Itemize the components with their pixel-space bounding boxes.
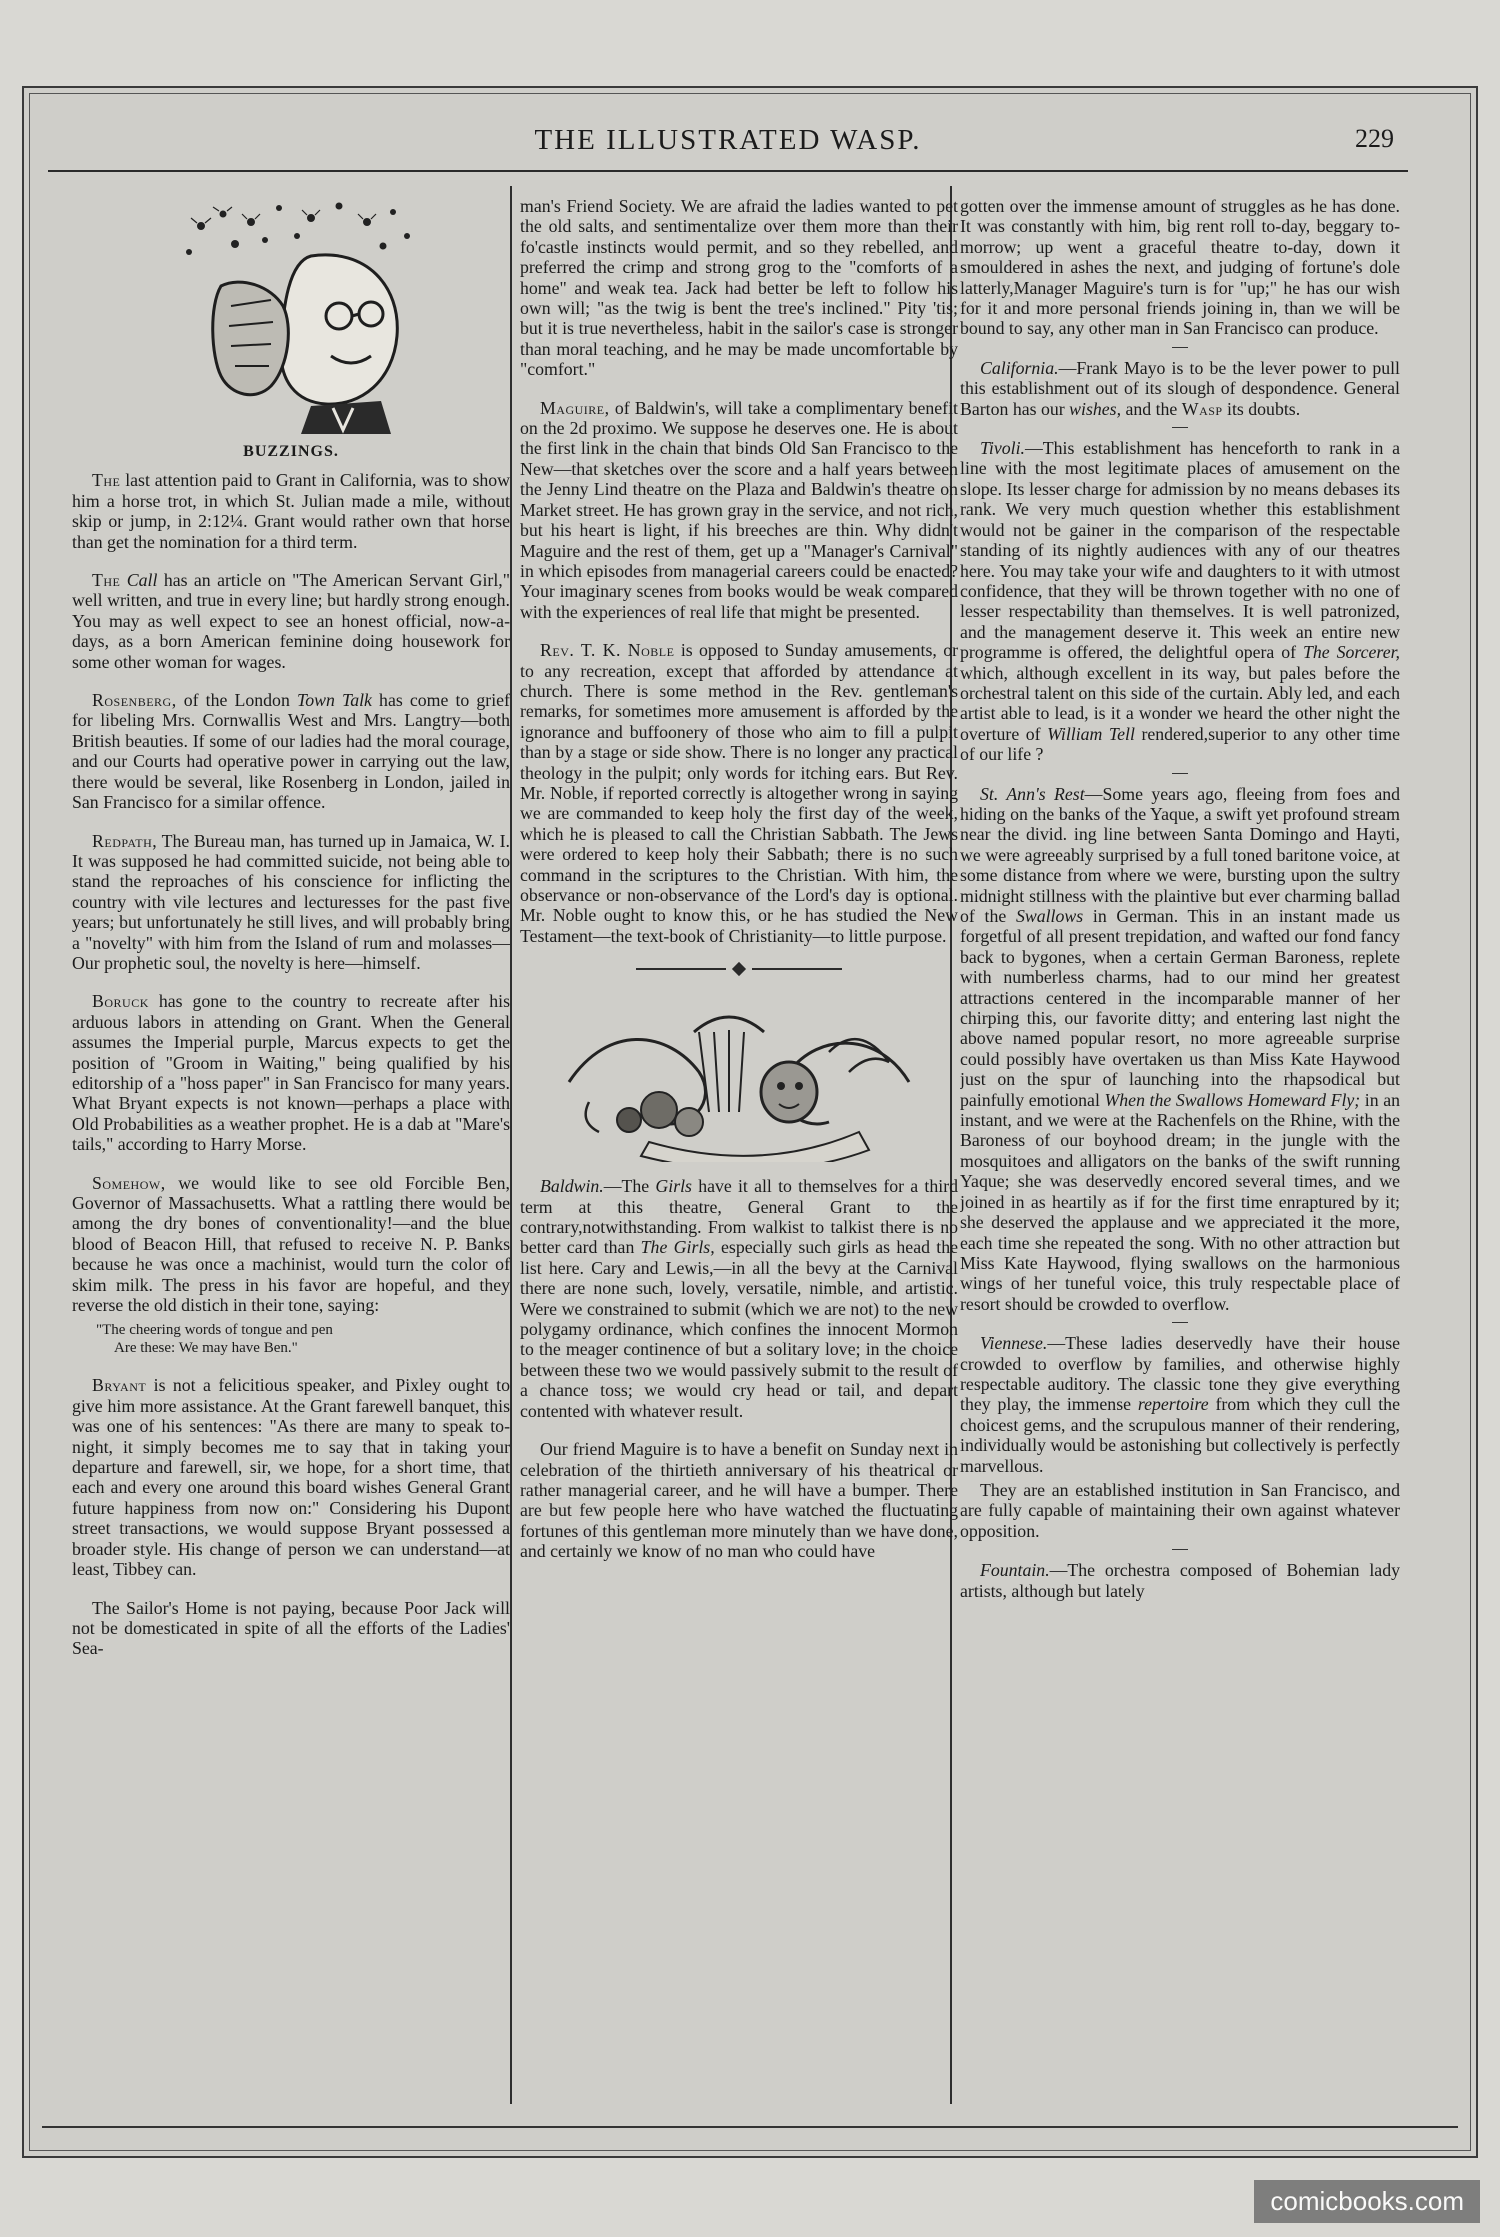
short-divider xyxy=(1172,773,1188,774)
column-1 xyxy=(72,196,510,2102)
verse: "The cheering words of tongue and pen Are these: We may have Ben." xyxy=(96,1322,333,1357)
buzzing-bees-caricature-illustration xyxy=(161,196,421,436)
short-divider xyxy=(1172,347,1188,348)
paragraph: Bryant is not a felicitious speaker, and Pixley ought to give him more assistance. At the Grant farewell banquet, this was one of his sentences: "As there are many to speak to-night, it simply becomes me to say that in taking your departure and farewell, sir, we hope, for a short time, that each and every one around this board wishes General Grant future happiness from now on:" Considering his Dupont street transactions, we would suppose Bryant possessed a broader style. His change of person we can understand—at least, Tibbey can. xyxy=(72,1375,510,1580)
bottom-rule xyxy=(42,2126,1458,2128)
paragraph: The last attention paid to Grant in California, was to show him a horse trot, in which St. Julian made a mile, without skip or jump, in 2:12¼. Grant would rather own that horse than get the nomination for a third term. xyxy=(72,470,510,552)
watermark-logo: comicbooks.com xyxy=(1254,2180,1480,2223)
page-number: 229 xyxy=(1355,124,1394,153)
paragraph: Rev. T. K. Noble is opposed to Sunday amusements, or to any recreation, except that afforded by attendance at church. There is some method in the Rev. gentleman's remarks, for sometimes more amusement is afforded by the ignorance and buffoonery of those who aim to fill a pulpit than by a stage or side show. There is no longer any practical theology in the pulpit; only words for itching ears. But Rev. Mr. Noble, if reported correctly is altogether wrong in saying we are commanded to keep holy the first day of the week, which he is pleased to call the Christian Sabbath. The Jews were ordered to keep holy their Sabbath; there is no such command in the scriptures to the Christian. With him, the observance or non-observance of the Lord's day is optional. Mr. Noble ought to know this, or he has studied the New Testament—the text-book of Christianity—to little purpose. xyxy=(520,640,958,946)
column-3 xyxy=(960,196,1400,2102)
paragraph: Boruck has gone to the country to recreate after his arduous labors in attending on Grant. When the General assumes the Imperial purple, Marcus expects to get the position of "Groom in Waiting," being qualified by his editorship of a "hoss paper" in San Francisco for many years. What Bryant expects is not known—perhaps a place with Old Probabilities as a weather prophet. He is a dab at "Mare's tails," according to Harry Morse. xyxy=(72,991,510,1155)
paragraph: California.—Frank Mayo is to be the lever power to pull this establishment out of its slough of despondence. General Barton has our wishes, and the Wasp its doubts. xyxy=(960,357,1400,419)
paragraph: The Call has an article on "The American Servant Girl," well written, and true in every line; but hardly strong enough. You may as well expect to see an honest official, now-a-days, as a born American feminine doing housework for some other woman for wages. xyxy=(72,570,510,672)
paragraph: The Sailor's Home is not paying, because Poor Jack will not be domesticated in spite of all the efforts of the Ladies' Sea- xyxy=(72,1597,510,1659)
paragraph: Baldwin.—The Girls have it all to themselves for a third term at this theatre, General Grant to the contrary,notwithstanding. From walkist to talkist there is no better card than The Girls, especially such girls as head the list here. Cary and Lewis,—in all the bevy at the Carnival there are none such, lovely, versatile, nimble, and artistic. Were we constrained to submit (which we are not) to the new polygamy ordinance, which confines the innocent Mormon to the meager continence of but a solitary love; in the choice between these two we would passively submit to the result of a chance toss; we would cry head or tail, and depart contented with whatever result. xyxy=(520,1176,958,1421)
paragraph: Viennese.—These ladies deservedly have their house crowded to overflow by families, and otherwise highly respectable auditory. The classic tone they give everything they play, the immense repertoire from which they cull the choicest gems, and the scrupulous manner of their rendering, individually would be astonishing but collectively is perfectly marvellous. xyxy=(960,1333,1400,1476)
paragraph: Maguire, of Baldwin's, will take a complimentary benefit on the 2d proximo. We suppose he deserves one. He is about the first link in the chain that binds Old San Francisco to the New—that sketches over the score and a half years between the Jenny Lind theatre on the Plaza and Baldwin's theatre on Market street. He has grown gray in the service, and not rich, but his heart is light, if his breeches are thin. Why didn't Maguire and the rest of them, get up a "Manager's Carnival" in which episodes from managerial careers could be enacted? Your imaginary scenes from books would be weak compared with the experiences of real life that might be presented. xyxy=(520,397,958,622)
ornamental-divider xyxy=(520,964,958,974)
paragraph: gotten over the immense amount of struggles as he has done. It was constantly with him, big rent roll to-day, beggary to-morrow; up went a graceful theatre to-day, down it smouldered in ashes the next, and judging of fortune's dole latterly,Manager Maguire's turn is for "up;" he has our wish for it and more personal friends joining in, than we will be bound to say, any other man in San Francisco can produce. xyxy=(960,196,1400,339)
column-2 xyxy=(520,196,958,2102)
paragraph: Tivoli.—This establishment has henceforth to rank in a line with the most legitimate places of amusement on the slope. Its lesser charge for admission by no means debases its rank. We very much question whether this establishment would not be gainer in the comparison of the respectable standing of its nightly audiences with any of our theatres here. You may take your wife and daughters to it with utmost confidence, that they will be thrown together with no one of lesser respectability than themselves. It is well patronized, and the management deserve it. This week an entire new programme is offered, the delightful opera of The Sorcerer, which, although excellent in its way, but pales before the orchestral talent on this side of the curtain. Ably led, and each artist able to lead, is it a wonder we heard the other night the overture of William Tell rendered,superior to any other time of our life ? xyxy=(960,438,1400,765)
section-heading-buzzings: BUZZINGS. xyxy=(243,443,339,460)
column-rule-1 xyxy=(510,186,512,2104)
paragraph: St. Ann's Rest—Some years ago, fleeing from foes and hiding on the banks of the Yaque, a swift yet profound stream near the divid. ing line between Santa Domingo and Hayti, we were agreeably surprised by a full toned baritone voice, at some distance from where we were, bursting upon the sultry midnight stillness with the plaintive but ever charming ballad of the Swallows in German. This in an instant made us forgetful of all present trepidation, and wafted our fond fancy back to bygones, when a certain German Baroness, replete with numberless charms, had to our mind her greatest attractions centered in the incomparable manner of her chirping this, our favorite ditty; and entering last night the above named popular resort, no more agreeable surprise could possibly have overtaken us than Miss Kate Haywood just on the spur of launching into the rhapsodical but painfully emotional When the Swallows Homeward Fly; in an instant, and we were at the Rachenfels on the Rhine, with the Baroness of our boyhood dream; in the jungle with the mosquitoes and alligators on the banks of the swift running Yaque; she was deservedly encored several times, and we joined in as heartily as if for the first time enraptured by it; she deserved the applause and we appreciated it the more, each time she repeated the song. With no other attraction but Miss Kate Haywood, flying swallows on the harmonious wings of her tuneful voice, this truly respectable place of resort should be crowded to overflow. xyxy=(960,783,1400,1314)
short-divider xyxy=(1172,427,1188,428)
theatrical-ornament-illustration xyxy=(549,992,929,1162)
paragraph: They are an established institution in San Francisco, and are fully capable of maintaining their own against whatever opposition. xyxy=(960,1479,1400,1541)
short-divider xyxy=(1172,1549,1188,1550)
paragraph: man's Friend Society. We are afraid the ladies wanted to pet the old salts, and sentimentalize over them more than their fo'castle instincts would permit, and so they rebelled, and preferred the crimp and strong grog to the "comforts of a home" and weak tea. Jack had better be left to follow his own will; "as the twig is bent the tree's inclined." Pity 'tis; but it is true nevertheless, habit in the sailor's case is stronger than moral teaching, and he may be made uncomfortable by "comfort." xyxy=(520,196,958,380)
paragraph: Rosenberg, of the London Town Talk has come to grief for libeling Mrs. Cornwallis West and Mrs. Langtry—both British beauties. If some of our ladies had the moral courage, and our Courts had operative power in carrying out the law, there would be several, like Rosenberg in London, jailed in San Francisco for a similar offence. xyxy=(72,690,510,813)
page-header xyxy=(48,118,1408,172)
paragraph: Fountain.—The orchestra composed of Bohemian lady artists, although but lately xyxy=(960,1560,1400,1601)
masthead: THE ILLUSTRATED WASP. xyxy=(534,124,922,156)
paragraph: Our friend Maguire is to have a benefit on Sunday next in celebration of the thirtieth anniversary of his theatrical or rather managerial career, and he will have a bumper. There are but few people here who have watched the fluctuating fortunes of this gentleman more minutely than we have done, and certainly we know of no man who could have xyxy=(520,1439,958,1562)
paragraph: Redpath, The Bureau man, has turned up in Jamaica, W. I. It was supposed he had committed suicide, not being able to stand the reproaches of his conscience for inflicting the country with vile lectures and lecturesses for the past five years; but unfortunately he still lives, and will probably bring a "novelty" with him from the Island of rum and molasses—Our prophetic soul, the novelty is here—himself. xyxy=(72,830,510,973)
short-divider xyxy=(1172,1322,1188,1323)
paragraph: Somehow, we would like to see old Forcible Ben, Governor of Massachusetts. What a rattling there would be among the dry bones of conventionality!—and the blue blood of Beacon Hill, that refused to receive N. P. Banks because he was once a machinist, would turn the color of skim milk. The press in his favor are hopeful, and they reverse the old distich in their tone, saying: xyxy=(72,1172,510,1316)
